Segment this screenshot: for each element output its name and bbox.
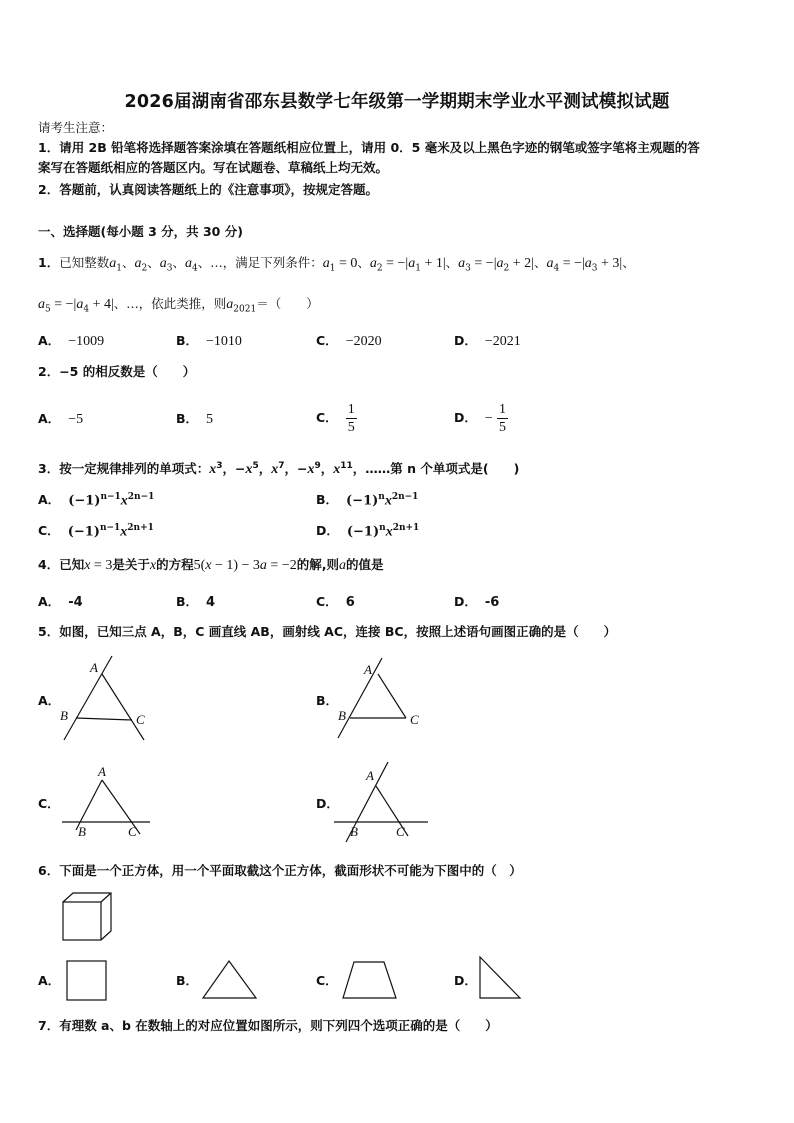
option-text: -4 <box>68 595 83 610</box>
option-label: D． <box>454 333 477 348</box>
question-5-text: 5．如图，已知三点 A，B，C 画直线 AB，画射线 AC，连接 BC，按照上述语句画图正确的是（ ） <box>38 624 617 639</box>
question-3-text-post: ，……第 n 个单项式是( ) <box>352 461 520 477</box>
question-2-option-a[interactable] <box>38 411 83 428</box>
option-label: D． <box>454 594 477 609</box>
point-label-a: A <box>366 768 374 783</box>
question-4-text: 4．已知x = 3是关于x的方程5(x − 1) − 3a = −2的解,则a的值是 <box>38 557 384 573</box>
question-7-text: 7．有理数 a、b 在数轴上的对应位置如图所示，则下列四个选项正确的是（ ） <box>38 1018 498 1033</box>
ray-ac <box>102 674 144 740</box>
option-label: A． <box>38 693 61 708</box>
option-label: D． <box>316 796 339 811</box>
question-1-line-2: $a_5 = -|a_4 + 4|$、…，依此类推，则$a_{2021}=$（ ） <box>38 296 319 315</box>
option-label: C． <box>316 410 338 425</box>
option-text: 6 <box>345 595 355 610</box>
option-text: 5 <box>206 412 214 427</box>
question-1-condition-text: 满足下列条件： <box>235 255 323 270</box>
point-label-c: C <box>136 712 145 727</box>
point-label-a: A <box>98 764 106 779</box>
point-label-c: C <box>410 712 419 727</box>
fraction <box>497 401 508 436</box>
option-label: C． <box>38 523 60 539</box>
option-label: C． <box>38 796 60 811</box>
question-4-mid-1: 是关于 <box>112 557 150 572</box>
option-label: D． <box>454 410 477 425</box>
question-5-figure-c <box>56 762 166 842</box>
option-label: A． <box>38 333 61 348</box>
notice-item-1-line-1: 1．请用 2B 铅笔将选择题答案涂填在答题纸相应位置上，请用 0．5 毫米及以上黑色字迹的钢笔或签字笔将主观题的答 <box>38 140 700 155</box>
question-3-option-a[interactable]: A． $(-1)^{n-1}x^{2n-1}$ <box>38 492 155 509</box>
question-6-text: 6．下面是一个正方体，用一个平面取截这个正方体，截面形状不可能为下图中的（ ） <box>38 863 522 878</box>
option-label: B． <box>316 693 339 708</box>
cube-figure <box>60 890 116 946</box>
ray-ac <box>378 674 406 718</box>
line-ab <box>64 656 112 740</box>
question-4-pre: 4．已知 <box>38 557 85 572</box>
fraction <box>346 401 357 436</box>
fraction-numerator: 1 <box>347 402 355 417</box>
question-1-option-b[interactable] <box>176 333 242 350</box>
option-text: −1009 <box>68 334 105 349</box>
notice-item-1-line-2: 案写在答题纸相应的答题区内。写在试题卷、草稿纸上均无效。 <box>38 160 389 175</box>
question-5-figure-d <box>334 760 444 846</box>
question-2-option-d[interactable] <box>454 401 508 436</box>
point-label-c: C <box>128 824 137 839</box>
question-4-mid-2: 的方程 <box>156 557 194 572</box>
segment-bc <box>76 718 132 720</box>
point-label-a: A <box>364 662 372 677</box>
option-label: C． <box>316 594 338 609</box>
point-label-b: B <box>60 708 68 723</box>
question-1-tail: ，依此类推，则 <box>138 296 227 311</box>
option-text: −2021 <box>484 334 521 349</box>
question-5-figure-b <box>334 652 444 744</box>
minus-sign: − <box>484 411 493 426</box>
option-text: −1010 <box>206 334 242 349</box>
option-label: B． <box>176 333 199 348</box>
point-label-b: B <box>338 708 346 723</box>
question-1-option-c[interactable] <box>316 333 382 350</box>
question-2-text: 2．−5 的相反数是（ ） <box>38 364 196 379</box>
question-3-option-c[interactable]: C． $(-1)^{n-1}x^{2n+1}$ <box>38 523 154 540</box>
fraction-numerator: 1 <box>498 402 506 417</box>
question-1-option-d[interactable] <box>454 333 521 350</box>
point-label-a: A <box>90 660 98 675</box>
option-text: −2020 <box>345 334 382 349</box>
option-text: −5 <box>68 412 84 427</box>
question-1-intro: 已知整数 <box>59 255 110 270</box>
option-label: B． <box>176 973 199 988</box>
option-label: D． <box>454 973 477 988</box>
question-4-post: 的值是 <box>345 557 384 572</box>
question-1-option-a[interactable] <box>38 333 104 350</box>
right-triangle-outline <box>480 957 520 998</box>
point-label-b: B <box>78 824 86 839</box>
triangle-shape <box>200 958 260 1002</box>
option-label: A． <box>38 973 61 988</box>
page-title: 2026届湖南省邵东县数学七年级第一学期期末学业水平测试模拟试题 <box>124 92 670 112</box>
cube-top-right-edge <box>101 893 111 902</box>
cube-front-face <box>63 902 101 940</box>
question-1-number: 1． <box>38 255 60 270</box>
question-4-option-d[interactable] <box>454 594 499 611</box>
square-outline <box>67 961 106 1000</box>
option-text: -6 <box>484 595 500 610</box>
right-triangle-shape <box>474 954 524 1002</box>
question-4-option-a[interactable] <box>38 594 83 611</box>
question-4-option-c[interactable] <box>316 594 355 611</box>
option-label: B． <box>316 492 339 508</box>
question-2-option-c[interactable] <box>316 401 357 436</box>
option-label: A． <box>38 411 61 426</box>
question-5-figure-a <box>56 652 166 744</box>
option-label: B． <box>176 411 199 426</box>
trapezoid-shape <box>340 958 400 1002</box>
point-label-b: B <box>350 824 358 839</box>
section-heading: 一、选择题(每小题 3 分，共 30 分) <box>38 224 243 239</box>
option-label: B． <box>176 594 199 609</box>
triangle-outline <box>203 961 256 998</box>
notice-heading: 请考生注意： <box>38 120 114 135</box>
question-4-option-b[interactable] <box>176 594 215 611</box>
question-3-text-pre: 3．按一定规律排列的单项式： <box>38 461 210 477</box>
notice-item-2: 2．答题前，认真阅读答题纸上的《注意事项》，按规定答题。 <box>38 182 378 197</box>
point-label-c: C <box>396 824 405 839</box>
option-label: C． <box>316 333 338 348</box>
trapezoid-outline <box>343 962 396 998</box>
option-label: D． <box>316 523 339 539</box>
question-3-option-b[interactable]: B． $(-1)^nx^{2n-1}$ <box>316 492 419 509</box>
question-3-text: 3．按一定规律排列的单项式：$x^3$，$-x^5$，$x^7$，$-x^9$，$x^{11}$，……第 n 个单项式是( ) <box>38 461 520 478</box>
question-4-mid-3: 的解,则 <box>296 557 339 572</box>
question-2-option-b[interactable] <box>176 411 213 428</box>
option-label: A． <box>38 492 61 508</box>
question-3-option-d[interactable]: D． $(-1)^nx^{2n+1}$ <box>316 523 420 540</box>
fraction-denominator: 5 <box>347 420 355 435</box>
option-label: A． <box>38 594 61 609</box>
square-shape <box>64 958 110 1004</box>
question-1-blank: ＝（ ） <box>256 296 319 311</box>
line-ab <box>338 658 382 738</box>
question-1-line-1: 1．已知整数$a_1$、$a_2$、$a_3$、$a_4$、…，满足下列条件：$a_1 = 0$、$a_2 = -|a_1 + 1|$、$a_3 = -|a_2 + 2|$、$a_4 = -|a_3 + 3|$、 <box>38 255 635 274</box>
option-label: C． <box>316 973 338 988</box>
fraction-denominator: 5 <box>498 420 506 435</box>
option-text: 4 <box>206 595 216 610</box>
